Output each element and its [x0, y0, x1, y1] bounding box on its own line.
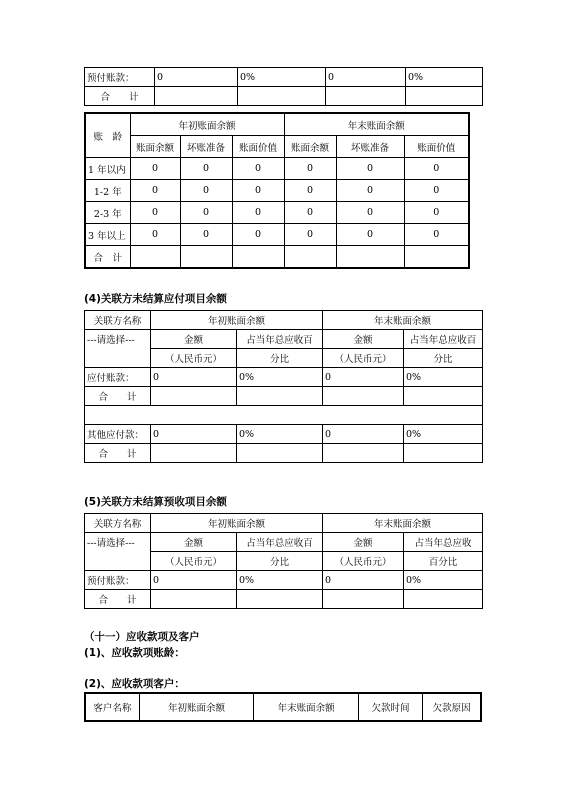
cell: [404, 387, 483, 406]
cell: 0: [336, 224, 404, 246]
table-row: [85, 246, 469, 269]
cell: 0%: [404, 571, 483, 590]
cell: 0: [284, 158, 336, 180]
cell: 0: [151, 368, 237, 387]
pct-label-2: 分比: [237, 552, 323, 571]
column-header: 账面价值: [404, 136, 469, 158]
cell: [326, 87, 406, 106]
spacer-row: [85, 406, 483, 425]
cell: 0%: [237, 425, 323, 444]
cell: 0%: [237, 571, 323, 590]
row-label: 1-2 年: [85, 180, 130, 202]
table-row: [85, 180, 469, 202]
cell: 0: [404, 202, 469, 224]
row-label: 应付账款：: [85, 368, 151, 387]
cell: 0: [130, 224, 180, 246]
cell: [237, 387, 323, 406]
cell: 0: [232, 158, 284, 180]
section11-heading: （十一）应收款项及客户: [84, 631, 200, 643]
cell: 0: [326, 68, 406, 87]
cell: 0: [180, 224, 232, 246]
amount-label: 金额: [323, 330, 404, 349]
cell: [155, 87, 238, 106]
column-header: 欠款原因: [423, 693, 481, 721]
table-row: [85, 590, 483, 609]
cell: [323, 387, 404, 406]
amount-label: 金额: [323, 533, 404, 552]
cell: 0: [284, 224, 336, 246]
cell: [323, 590, 404, 609]
column-header: 坏账准备: [180, 136, 232, 158]
cell: [404, 444, 483, 463]
cell: 0: [232, 224, 284, 246]
cell: [404, 246, 469, 269]
cell: 0: [404, 158, 469, 180]
group-end-header: 年末账面余额: [284, 113, 469, 136]
cell: 0%: [404, 425, 483, 444]
cell: 0: [232, 202, 284, 224]
column-header: 客户名称: [85, 693, 139, 721]
table-row: [85, 444, 483, 463]
cell: [406, 87, 483, 106]
row-label: 预付账款：: [85, 571, 151, 590]
column-header: 欠款时间: [358, 693, 422, 721]
pct-label-2: 分比: [404, 349, 483, 368]
column-header: 账面余额: [284, 136, 336, 158]
cell: 0: [336, 158, 404, 180]
cell: [130, 246, 180, 269]
column-header: 年末账面余额: [254, 693, 359, 721]
cell: [151, 387, 237, 406]
cell: [404, 590, 483, 609]
cell: 0%: [238, 68, 326, 87]
cell: [237, 590, 323, 609]
amount-unit: （人民币元）: [323, 349, 404, 368]
customer-table: [84, 692, 482, 722]
cell: 0: [336, 202, 404, 224]
cell: 0: [323, 425, 404, 444]
top-table: [84, 67, 483, 106]
column-header: 年初账面余额: [139, 693, 254, 721]
section11-sub2: (2)、应收款项客户：: [84, 678, 185, 690]
amount-label: 金额: [151, 330, 237, 349]
cell: 0: [284, 202, 336, 224]
column-header: 账面余额: [130, 136, 180, 158]
total-label: 合 计: [85, 590, 151, 609]
cell: [151, 590, 237, 609]
cell: [284, 246, 336, 269]
table-row: [85, 158, 469, 180]
header-name: 关联方名称: [85, 514, 151, 533]
cell: 0: [404, 224, 469, 246]
row-label: 预付账款：: [85, 68, 155, 87]
table-row: [85, 68, 483, 87]
row-label: 2-3 年: [85, 202, 130, 224]
table-row: [85, 202, 469, 224]
total-label: 合 计: [85, 246, 130, 269]
pct-label: 占当年总应收百: [237, 533, 323, 552]
table-row: [85, 87, 483, 106]
amount-unit: （人民币元）: [323, 552, 404, 571]
section11-sub1: (1)、应收款项账龄：: [84, 647, 185, 659]
table-row: [85, 387, 483, 406]
cell: 0: [155, 68, 238, 87]
group-end-header: 年末账面余额: [323, 311, 483, 330]
group-end-header: 年末账面余额: [323, 514, 483, 533]
cell: [232, 246, 284, 269]
amount-unit: （人民币元）: [151, 349, 237, 368]
cell: 0: [130, 202, 180, 224]
cell: 0%: [406, 68, 483, 87]
cell: [237, 444, 323, 463]
pct-label: 占当年总应收百: [237, 330, 323, 349]
row-label: 其他应付款：: [85, 425, 151, 444]
column-header: 账面价值: [232, 136, 284, 158]
pct-label-2: 分比: [237, 349, 323, 368]
section4-heading: (4)关联方未结算应付项目余额: [84, 293, 227, 305]
cell: 0: [180, 180, 232, 202]
cell: 0: [130, 158, 180, 180]
section5-table: [84, 513, 483, 609]
cell: 0: [323, 571, 404, 590]
amount-unit: （人民币元）: [151, 552, 237, 571]
cell: [336, 246, 404, 269]
cell: 0%: [237, 368, 323, 387]
table-row: [85, 368, 483, 387]
cell: 0: [130, 180, 180, 202]
header-name: 关联方名称: [85, 311, 151, 330]
total-label: 合 计: [85, 87, 155, 106]
select-label[interactable]: ---请选择---: [85, 330, 151, 368]
cell: [323, 444, 404, 463]
table-row: [85, 425, 483, 444]
row-label: 1 年以内: [85, 158, 130, 180]
table-row: [85, 224, 469, 246]
cell: 0%: [404, 368, 483, 387]
cell: [151, 444, 237, 463]
cell: 0: [323, 368, 404, 387]
total-label: 合 计: [85, 444, 151, 463]
cell: 0: [180, 202, 232, 224]
cell: 0: [151, 425, 237, 444]
cell: 0: [404, 180, 469, 202]
group-begin-header: 年初账面余额: [130, 113, 284, 136]
pct-label-2: 百分比: [404, 552, 483, 571]
pct-label: 占当年总应收: [404, 533, 483, 552]
group-begin-header: 年初账面余额: [151, 311, 323, 330]
column-header: 坏账准备: [336, 136, 404, 158]
spacer-cell: [85, 406, 483, 425]
aging-table: [84, 112, 470, 269]
cell: [180, 246, 232, 269]
cell: 0: [232, 180, 284, 202]
pct-label: 占当年总应收百: [404, 330, 483, 349]
section4-table: [84, 310, 483, 463]
select-label[interactable]: ---请选择---: [85, 533, 151, 571]
total-label: 合 计: [85, 387, 151, 406]
cell: 0: [151, 571, 237, 590]
amount-label: 金额: [151, 533, 237, 552]
group-begin-header: 年初账面余额: [151, 514, 323, 533]
section5-heading: (5)关联方未结算预收项目余额: [84, 496, 227, 508]
aging-corner-label: 账 龄: [85, 113, 130, 158]
row-label: 3 年以上: [85, 224, 130, 246]
cell: 0: [336, 180, 404, 202]
table-row: [85, 571, 483, 590]
cell: 0: [284, 180, 336, 202]
cell: 0: [180, 158, 232, 180]
cell: [238, 87, 326, 106]
